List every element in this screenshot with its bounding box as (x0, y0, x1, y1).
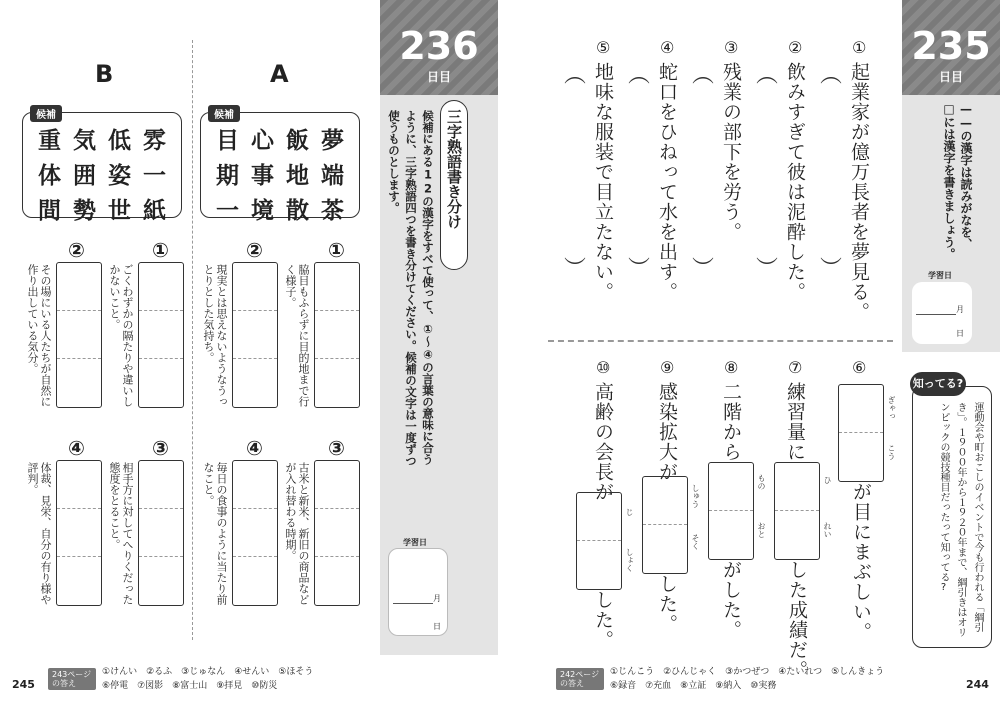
writing-6-furigana-1: ぎゃっ (887, 396, 896, 420)
study-date-label: 学習日 (928, 271, 952, 280)
writing-7-furigana-1: ひ (823, 476, 832, 484)
b-clue-1-number: ① (152, 238, 169, 262)
b-answer-box-4[interactable] (56, 460, 102, 606)
section-divider-right (548, 340, 893, 342)
trivia-text: 運動会や町おこしのイベントで今も行われる「綱引き」。１９００年から１９２０年まで、綱引きはオリンピックの競技種目だったって知ってる? (938, 402, 983, 637)
b-clue-4-text: 体裁、見栄、自分の有り様や評判。 (26, 462, 52, 605)
writing-9-number: ⑨ (660, 358, 675, 377)
writing-6-number: ⑥ (852, 358, 867, 377)
kanji: 夢 (321, 127, 344, 154)
right-instruction: ——の漢字は読みがなを、□には漢字を書きましょう。 (942, 102, 973, 260)
kanji: 勢 (73, 197, 96, 224)
page-number-right: 244 (966, 678, 989, 691)
a-answer-box-3[interactable] (314, 460, 360, 606)
kanji: 世 (108, 197, 131, 224)
answer-tag-left: 243ページの答え (48, 668, 96, 690)
reading-3-number: ③ (724, 38, 739, 57)
writing-10-furigana-1: じ (625, 508, 634, 516)
kanji: 紙 (143, 197, 166, 224)
a-clue-1-number: ① (328, 238, 345, 262)
kanji: 飯 (286, 127, 309, 154)
writing-10-after: した。 (592, 590, 614, 650)
kanji: 茶 (321, 197, 344, 224)
reading-5-answer-end: ︶ (564, 257, 587, 282)
kanji: 目 (216, 127, 239, 154)
candidate-kanji-a (210, 122, 350, 225)
exercise-title-text: 三字熟語書き分け (445, 109, 463, 229)
writing-8-after: がした。 (720, 560, 742, 640)
a-clue-3-number: ③ (328, 436, 345, 460)
kanji: 境 (251, 197, 274, 224)
kanji: 期 (216, 162, 239, 189)
answer-line-2-left: ⑥停電 ⑦図影 ⑧富士山 ⑨拝見 ⑩防災 (102, 681, 278, 691)
section-b-label: B (95, 60, 114, 88)
study-date-right (912, 271, 972, 344)
kanji: 一 (143, 162, 166, 189)
a-clue-2-text: 現実とは思えないようなうっとりとした気持ち。 (202, 264, 228, 407)
b-clue-3-text: 相手方に対してへりくだった態度をとること。 (108, 462, 134, 605)
a-clue-3-text: 古米と新米、新旧の商品などが入れ替わる時期。 (284, 462, 310, 605)
exercise-instruction: 候補にある12の漢字をすべて使って、①〜④の言葉の意味に合うように、三字熟語四つを書き分けてください。候補の文字は一度ずつ使うものとします。 (387, 110, 435, 467)
a-clue-4-number: ④ (246, 436, 263, 460)
study-date-line (393, 603, 433, 604)
kanji: 散 (286, 197, 309, 224)
reading-2-number: ② (788, 38, 803, 57)
kanji: 体 (38, 162, 61, 189)
a-answer-box-1[interactable] (314, 262, 360, 408)
day-label: 日目 (426, 70, 451, 84)
section-a-label: A (270, 60, 289, 88)
reading-1-answer-end: ︶ (820, 257, 843, 282)
b-clue-1-text: ごくわずかの隔たりや違いしかないこと。 (108, 264, 134, 407)
answer-tag-right: 242ページの答え (556, 668, 604, 690)
b-clue-2-text: その場にいる人たちが自然に作り出している気分。 (26, 264, 52, 407)
kanji: 心 (251, 127, 274, 154)
candidate-tag-b: 候補 (30, 105, 62, 122)
day-number: 236 (399, 24, 479, 68)
kanji: 低 (108, 127, 131, 154)
reading-3-answer[interactable]: ︵ (692, 63, 715, 88)
exercise-title (440, 100, 468, 270)
b-clue-2-number: ② (68, 238, 85, 262)
candidate-kanji-b (32, 122, 172, 225)
study-date-label: 学習日 (403, 538, 427, 547)
reading-2-text: 飲みすぎて彼は泥酔した。 (784, 62, 806, 302)
kanji: 事 (251, 162, 274, 189)
study-day-label: 日 (433, 622, 441, 631)
writing-7-before: 練習量に (784, 382, 806, 462)
candidate-tag-a: 候補 (208, 105, 240, 122)
a-answer-box-2[interactable] (232, 262, 278, 408)
day-header-235 (902, 0, 1000, 95)
b-answer-box-1[interactable] (138, 262, 184, 408)
writing-9-before: 感染拡大が (656, 382, 678, 482)
reading-2-answer-end: ︶ (756, 257, 779, 282)
study-date-line (916, 314, 956, 315)
writing-8-number: ⑧ (724, 358, 739, 377)
a-answer-box-4[interactable] (232, 460, 278, 606)
writing-8-furigana-1: もの (757, 474, 766, 490)
study-month-label: 月 (956, 305, 964, 314)
reading-4-number: ④ (660, 38, 675, 57)
reading-5-number: ⑤ (596, 38, 611, 57)
reading-5-answer[interactable]: ︵ (564, 63, 587, 88)
study-day-label: 日 (956, 329, 964, 338)
reading-1-answer[interactable]: ︵ (820, 63, 843, 88)
reading-3-answer-end: ︶ (692, 257, 715, 282)
reading-4-answer-end: ︶ (628, 257, 651, 282)
kanji: 地 (286, 162, 309, 189)
reading-1-number: ① (852, 38, 867, 57)
reading-1-text: 起業家が億万長者を夢見る。 (848, 62, 870, 322)
b-clue-3-number: ③ (152, 436, 169, 460)
writing-8-furigana-2: おと (757, 522, 766, 538)
writing-8-box[interactable] (708, 462, 754, 560)
writing-7-box[interactable] (774, 462, 820, 560)
kanji: 端 (321, 162, 344, 189)
writing-10-number: ⑩ (596, 358, 611, 377)
trivia-badge: 知ってる? (910, 372, 966, 396)
reading-3-text: 残業の部下を労う。 (720, 62, 742, 242)
writing-7-after: した成績だ。 (786, 560, 808, 680)
kanji: 重 (38, 127, 61, 154)
a-clue-2-number: ② (246, 238, 263, 262)
writing-9-after: した。 (656, 574, 678, 634)
day-header-236 (380, 0, 498, 95)
b-answer-box-3[interactable] (138, 460, 184, 606)
writing-10-furigana-2: しょく (625, 548, 634, 572)
writing-10-box[interactable] (576, 492, 622, 590)
a-clue-1-text: 脇目もふらずに目的地まで行く様子。 (284, 264, 310, 407)
writing-10-before: 高齢の会長が (592, 382, 614, 502)
writing-6-after: が目にまぶしい。 (850, 482, 872, 642)
b-clue-4-number: ④ (68, 436, 85, 460)
study-month-label: 月 (433, 594, 441, 603)
b-answer-box-2[interactable] (56, 262, 102, 408)
writing-8-before: 二階から (720, 382, 742, 462)
study-date-left (388, 538, 448, 636)
reading-4-text: 蛇口をひねって水を出す。 (656, 62, 678, 302)
writing-9-furigana-2: そく (691, 534, 700, 550)
day-number: 235 (911, 24, 991, 68)
reading-2-answer[interactable]: ︵ (756, 63, 779, 88)
kanji: 気 (73, 127, 96, 154)
answer-line-1-left: ①けんい ②るふ ③じゅなん ④せんい ⑤ほそう (102, 667, 314, 677)
section-divider (192, 40, 193, 640)
writing-9-box[interactable] (642, 476, 688, 574)
reading-5-text: 地味な服装で目立たない。 (592, 62, 614, 302)
kanji: 雰 (143, 127, 166, 154)
writing-7-number: ⑦ (788, 358, 803, 377)
kanji: 姿 (108, 162, 131, 189)
answer-line-1-right: ①じんこう ②ひんじゃく ③かつぜつ ④たいれつ ⑤しんきょう (610, 667, 885, 677)
kanji: 囲 (73, 162, 96, 189)
writing-9-furigana-1: しゅう (691, 484, 700, 508)
writing-7-furigana-2: れい (823, 522, 832, 538)
answer-line-2-right: ⑥録音 ⑦充血 ⑧立証 ⑨納入 ⑩実務 (610, 681, 777, 691)
kanji: 間 (38, 197, 61, 224)
page-number-left: 245 (12, 678, 35, 691)
a-clue-4-text: 毎日の食事のように当たり前なこと。 (202, 462, 228, 605)
reading-4-answer[interactable]: ︵ (628, 63, 651, 88)
day-label: 日目 (938, 70, 963, 84)
writing-6-furigana-2: こう (887, 444, 896, 460)
writing-6-box[interactable] (838, 384, 884, 482)
kanji: 一 (216, 197, 239, 224)
